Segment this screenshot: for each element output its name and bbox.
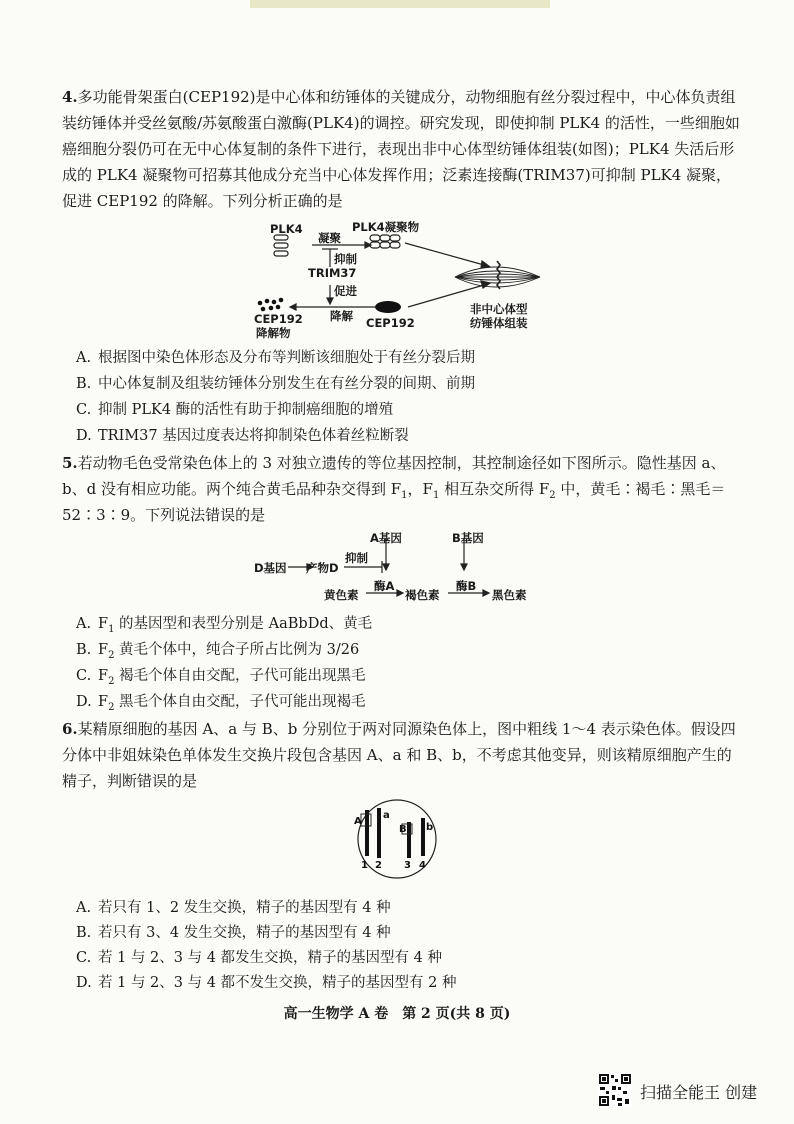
diagram-a-gene: A基因 [370,531,402,545]
gene-a-label: a [383,810,390,821]
q6-option-b[interactable]: B. 若只有 3、4 发生交换，精子的基因型有 4 种 [76,925,391,941]
q6-cell-diagram [336,798,458,880]
diagram-degrade-label: 降解 [330,309,353,323]
scanner-watermark: 扫描全能王 创建 [640,1083,758,1102]
question-text: 多功能骨架蛋白(CEP192)是中心体和纺锤体的关键成分，动物细胞有丝分裂过程中，中心体负责组装纺锤体并受丝氨酸/苏氨酸蛋白激酶(PLK4)的调控。研究发现，即使抑制 PLK4 的活性，一些细胞如癌细胞分裂仍可在无中心体复制的条件下进行，表现出非中心体型纺锤体组装(如图)；PLK4 失活后形成的 PLK4 凝聚物可招募其他成分充当中心体发挥作用；泛素连接酶(TRIM37)可抑制 PLK4 凝聚，促进 CEP192 的降解。下列分析正确的是 [62,88,740,210]
diagram-inhibit-label: 抑制 [334,252,357,266]
gene-A-label: A [354,816,362,827]
diagram-enzyme-a: 酶A [374,579,395,593]
diagram-brown: 褐色素 [405,588,440,602]
qr-code-icon [598,1073,632,1107]
chromosome-1-label: 1 [361,860,368,871]
chromosome-3-label: 3 [404,860,411,871]
q5-option-a[interactable]: A. $F_1$ 的基因型和表型分别是 AaBbDd、黄毛 [76,616,373,635]
diagram-trim37-label: TRIM37 [308,266,357,280]
diagram-d-gene: D基因 [254,561,287,575]
q5-option-b[interactable]: B. $F_2$ 黄毛个体中，纯合子所占比例为 3/26 [76,642,360,661]
spindle-icon [455,261,540,289]
q4-option-d[interactable]: D. TRIM37 基因过度表达将抑制染色体着丝粒断裂 [76,428,409,444]
diagram-condense-label: 凝聚 [318,231,341,245]
question-number: 4. [62,88,78,106]
diagram-plk4-label: PLK4 [270,222,303,236]
gene-b-label: b [426,822,434,833]
diagram-spindle-label-2: 纺锤体组装 [470,316,528,330]
q6-option-c[interactable]: C. 若 1 与 2、3 与 4 都发生交换，精子的基因型有 4 种 [76,950,442,966]
diagram-black: 黑色素 [492,588,527,602]
chromosome-4-label: 4 [419,860,426,871]
diagram-condensate-label: PLK4凝聚物 [352,220,420,234]
q5-option-c[interactable]: C. $F_2$ 褐毛个体自由交配，子代可能出现黑毛 [76,668,366,687]
top-edge-strip [250,0,550,8]
diagram-degradation-label-2: 降解物 [256,326,291,340]
diagram-b-gene: B基因 [452,531,484,545]
diagram-yellow: 黄色素 [324,588,359,602]
condensate-icon [370,235,400,248]
question-5-stem: 5.若动物毛色受常染色体上的 3 对独立遗传的等位基因控制，其控制途径如下图所示。隐性基因 a、b、d 没有相应功能。两个纯合黄毛品种杂交得到 $F_1$，$F_1$ 相互杂交所得 $F_2$ 中，黄毛∶褐毛∶黑毛＝52∶3∶9。下列说法错误的是 [62,454,726,524]
q4-option-a[interactable]: A. 根据图中染色体形态及分布等判断该细胞处于有丝分裂后期 [76,350,475,366]
q5-option-d[interactable]: D. $F_2$ 黑毛个体自由交配，子代可能出现褐毛 [76,694,366,713]
page-footer: 高一生物学 A 卷 第 2 页(共 8 页) [283,1006,511,1022]
diagram-enzyme-b: 酶B [456,579,477,593]
diagram-promote-label: 促进 [334,284,357,298]
diagram-spindle-label-1: 非中心体型 [470,302,528,316]
cep192-oval [375,301,401,313]
question-4-stem [62,84,742,214]
diagram-cep192-label: CEP192 [366,316,415,330]
diagram-product-d: 产物D [306,561,339,575]
degradation-dots [258,298,284,312]
q6-option-a[interactable]: A. 若只有 1、2 发生交换，精子的基因型有 4 种 [76,900,391,916]
gene-B-label: B [399,824,407,835]
diagram-q5-inhibit: 抑制 [345,551,368,565]
chromosome-2-label: 2 [375,860,382,871]
plk4-molecules [274,235,288,256]
q6-option-d[interactable]: D. 若 1 与 2、3 与 4 都不发生交换，精子的基因型有 2 种 [76,975,457,991]
question-6-stem: 6.某精原细胞的基因 A、a 与 B、b 分别位于两对同源染色体上，图中粗线 1～4 表示染色体。假设四分体中非姐妹染色单体发生交换片段包含基因 A、a 和 B、b，不考虑其他变异，则该精原细胞产生的精子，判断错误的是 [62,720,736,790]
diagram-degradation-label-1: CEP192 [254,312,303,326]
q4-option-c[interactable]: C. 抑制 PLK4 酶的活性有助于抑制癌细胞的增殖 [76,402,394,418]
q4-option-b[interactable]: B. 中心体复制及组装纺锤体分别发生在有丝分裂的间期、前期 [76,376,475,392]
